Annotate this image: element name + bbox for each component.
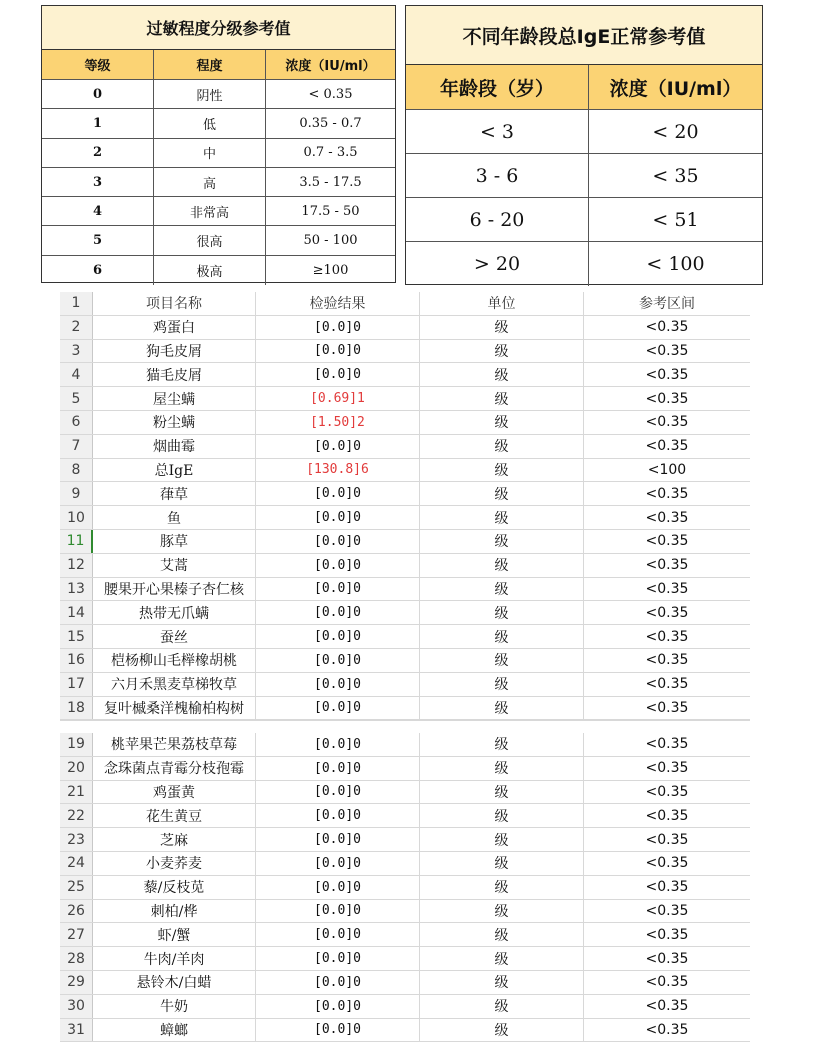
row-number[interactable]: 5 [60,387,93,410]
row-number[interactable]: 23 [60,828,93,851]
table-row [60,316,750,340]
table-row [60,852,750,876]
grade-concentration: < 0.35 [308,86,353,102]
reference-cell[interactable]: <0.35 [645,414,689,431]
table-row [60,876,750,900]
unit-cell[interactable]: 级 [420,828,584,851]
table-row [60,804,750,828]
item-name-cell[interactable]: 虾/蟹 [93,923,256,946]
item-name-cell[interactable]: 鸡蛋白 [93,316,256,339]
unit-cell[interactable]: 级 [420,697,584,720]
result-cell[interactable]: [1.50]2 [256,411,420,434]
reference-cell[interactable]: <0.35 [645,438,689,455]
table-row [60,923,750,947]
result-cell[interactable]: [0.0]0 [256,316,420,339]
table-row [60,363,750,387]
grade-concentration: 0.35 - 0.7 [299,115,362,131]
result-cell[interactable]: [0.0]0 [256,1019,420,1042]
unit-cell[interactable]: 级 [420,506,584,529]
unit-cell[interactable]: 级 [420,482,584,505]
reference-cell[interactable]: <0.35 [645,736,689,753]
table-row [60,697,750,721]
result-cell[interactable]: [0.0]0 [256,876,420,899]
result-cell[interactable]: [0.0]0 [256,625,420,648]
page-break-gap [60,720,750,733]
row-number[interactable]: 20 [60,757,93,780]
grade-level: 1 [42,109,154,137]
ige-table-title: 不同年龄段总IgE正常参考值 [406,6,762,65]
reference-cell[interactable]: <0.35 [645,950,689,967]
reference-cell[interactable]: <0.35 [645,831,689,848]
reference-cell[interactable]: <0.35 [645,557,689,574]
reference-cell[interactable]: <0.35 [645,926,689,943]
item-name-cell[interactable]: 念珠菌点青霉分枝孢霉 [93,757,256,780]
row-number[interactable]: 24 [60,852,93,875]
row-number[interactable]: 7 [60,435,93,458]
result-cell[interactable]: [0.0]0 [256,363,420,386]
grade-level: 2 [42,139,154,167]
result-cell[interactable]: [0.0]0 [256,697,420,720]
reference-cell[interactable]: <0.35 [645,699,689,716]
row-number[interactable]: 19 [60,733,93,756]
item-name-cell[interactable]: 艾蒿 [93,554,256,577]
unit-cell[interactable]: 级 [420,411,584,434]
ige-concentration: < 100 [646,253,705,275]
grade-table-row [42,109,395,138]
item-name-cell[interactable]: 桃苹果芒果荔枝草莓 [93,733,256,756]
grade-concentration: 50 - 100 [303,233,358,249]
result-cell[interactable]: [0.0]0 [256,435,420,458]
item-name-cell[interactable]: 蟑螂 [93,1019,256,1042]
grade-header-degree: 程度 [154,50,266,79]
item-name-cell[interactable]: 狗毛皮屑 [93,340,256,363]
ige-header-age: 年龄段（岁） [406,65,589,109]
ige-age-range: 6 - 20 [406,198,589,241]
table-row [60,900,750,924]
unit-cell[interactable]: 级 [420,459,584,482]
ige-age-range: < 3 [406,110,589,153]
reference-cell[interactable]: <0.35 [645,366,689,383]
unit-cell[interactable]: 级 [420,673,584,696]
unit-cell[interactable]: 级 [420,971,584,994]
unit-cell[interactable]: 级 [420,649,584,672]
table-row [60,601,750,625]
item-name-cell[interactable]: 六月禾黑麦草梯牧草 [93,673,256,696]
ige-table-row [406,198,762,242]
result-cell[interactable]: [0.0]0 [256,649,420,672]
reference-cell[interactable]: <0.35 [645,902,689,919]
item-name-cell[interactable]: 豚草 [93,530,256,553]
row-number[interactable]: 11 [60,530,93,553]
unit-cell[interactable]: 级 [420,530,584,553]
item-name-cell[interactable]: 屋尘螨 [93,387,256,410]
table-row [60,757,750,781]
result-cell[interactable]: [0.0]0 [256,971,420,994]
table-row [60,971,750,995]
header-item-name[interactable]: 项目名称 [93,292,256,315]
reference-cell[interactable]: <0.35 [645,760,689,777]
results-sheet-top [60,292,750,720]
unit-cell[interactable]: 级 [420,554,584,577]
row-number[interactable]: 16 [60,649,93,672]
result-cell[interactable]: [0.0]0 [256,995,420,1018]
row-number[interactable]: 10 [60,506,93,529]
table-row [60,387,750,411]
item-name-cell[interactable]: 鸡蛋黄 [93,781,256,804]
grade-level: 3 [42,168,154,196]
ige-table-header [406,65,762,110]
item-name-cell[interactable]: 小麦荞麦 [93,852,256,875]
sheet-header-row [60,292,750,316]
row-number[interactable]: 1 [60,292,93,315]
unit-cell[interactable]: 级 [420,876,584,899]
grade-degree: 阴性 [154,80,266,108]
row-number[interactable]: 30 [60,995,93,1018]
header-result[interactable]: 检验结果 [256,292,420,315]
reference-cell[interactable]: <0.35 [645,390,689,407]
item-name-cell[interactable]: 桤杨柳山毛榉橡胡桃 [93,649,256,672]
reference-cell[interactable]: <0.35 [645,533,689,550]
table-row [60,530,750,554]
reference-cell[interactable]: <0.35 [645,319,689,336]
item-name-cell[interactable]: 牛肉/羊肉 [93,947,256,970]
ige-age-range: > 20 [406,242,589,286]
row-number[interactable]: 18 [60,697,93,720]
ige-concentration: < 20 [652,120,699,143]
unit-cell[interactable]: 级 [420,781,584,804]
item-name-cell[interactable]: 复叶槭桑洋槐榆柏构树 [93,697,256,720]
result-cell[interactable]: [0.0]0 [256,340,420,363]
grade-concentration: 3.5 - 17.5 [299,174,362,190]
unit-cell[interactable]: 级 [420,435,584,458]
grade-table-header [42,50,395,80]
allergy-grade-table [41,5,396,283]
result-cell[interactable]: [0.0]0 [256,828,420,851]
result-cell[interactable]: [0.0]0 [256,530,420,553]
row-number[interactable]: 3 [60,340,93,363]
grade-table-row [42,256,395,285]
reference-cell[interactable]: <0.35 [645,998,689,1015]
grade-concentration: 17.5 - 50 [301,203,360,219]
item-name-cell[interactable]: 粉尘螨 [93,411,256,434]
item-name-cell[interactable]: 热带无爪螨 [93,601,256,624]
unit-cell[interactable]: 级 [420,995,584,1018]
row-number[interactable]: 22 [60,804,93,827]
grade-degree: 高 [154,168,266,196]
header-reference[interactable]: 参考区间 [639,296,695,313]
result-cell[interactable]: [0.0]0 [256,781,420,804]
reference-cell[interactable]: <0.35 [645,628,689,645]
ige-table-row [406,154,762,198]
item-name-cell[interactable]: 藜/反枝苋 [93,876,256,899]
row-number[interactable]: 12 [60,554,93,577]
unit-cell[interactable]: 级 [420,923,584,946]
table-row [60,340,750,364]
table-row [60,506,750,530]
result-cell[interactable]: [0.0]0 [256,554,420,577]
row-number[interactable]: 27 [60,923,93,946]
unit-cell[interactable]: 级 [420,852,584,875]
table-row [60,1019,750,1043]
unit-cell[interactable]: 级 [420,578,584,601]
row-number[interactable]: 25 [60,876,93,899]
reference-cell[interactable]: <0.35 [645,509,689,526]
row-number[interactable]: 28 [60,947,93,970]
reference-cell[interactable]: <0.35 [645,855,689,872]
row-number[interactable]: 8 [60,459,93,482]
grade-header-level: 等级 [42,50,154,79]
table-row [60,781,750,805]
item-name-cell[interactable]: 刺柏/桦 [93,900,256,923]
grade-degree: 很高 [154,226,266,254]
unit-cell[interactable]: 级 [420,900,584,923]
grade-degree: 中 [154,139,266,167]
result-cell[interactable]: [0.0]0 [256,923,420,946]
ige-table-row [406,242,762,286]
grade-table-row [42,226,395,255]
table-row [60,459,750,483]
grade-level: 6 [42,256,154,285]
unit-cell[interactable]: 级 [420,363,584,386]
grade-table-row [42,80,395,109]
result-cell[interactable]: [0.0]0 [256,733,420,756]
table-row [60,828,750,852]
row-number[interactable]: 2 [60,316,93,339]
item-name-cell[interactable]: 芝麻 [93,828,256,851]
row-number[interactable]: 26 [60,900,93,923]
item-name-cell[interactable]: 烟曲霉 [93,435,256,458]
unit-cell[interactable]: 级 [420,387,584,410]
result-cell[interactable]: [0.0]0 [256,673,420,696]
item-name-cell[interactable]: 腰果开心果榛子杏仁核 [93,578,256,601]
result-cell[interactable]: [130.8]6 [256,459,420,482]
result-cell[interactable]: [0.0]0 [256,947,420,970]
ige-header-concentration: 浓度（IU/ml） [609,77,742,100]
grade-level: 4 [42,197,154,225]
unit-cell[interactable]: 级 [420,1019,584,1042]
reference-cell[interactable]: <0.35 [645,652,689,669]
unit-cell[interactable]: 级 [420,601,584,624]
grade-header-concentration: 浓度（IU/ml） [285,59,376,74]
reference-cell[interactable]: <0.35 [645,879,689,896]
table-row [60,947,750,971]
ige-concentration: < 35 [652,164,699,187]
unit-cell[interactable]: 级 [420,804,584,827]
result-cell[interactable]: [0.0]0 [256,506,420,529]
ige-concentration: < 51 [652,208,699,231]
grade-table-row [42,139,395,168]
table-row [60,625,750,649]
table-row [60,995,750,1019]
item-name-cell[interactable]: 鱼 [93,506,256,529]
item-name-cell[interactable]: 蚕丝 [93,625,256,648]
result-cell[interactable]: [0.0]0 [256,601,420,624]
row-number[interactable]: 31 [60,1019,93,1042]
result-cell[interactable]: [0.0]0 [256,482,420,505]
row-number[interactable]: 13 [60,578,93,601]
item-name-cell[interactable]: 悬铃木/白蜡 [93,971,256,994]
row-number[interactable]: 4 [60,363,93,386]
grade-degree: 极高 [154,256,266,285]
grade-level: 5 [42,226,154,254]
unit-cell[interactable]: 级 [420,340,584,363]
table-row [60,411,750,435]
reference-cell[interactable]: <0.35 [645,342,689,359]
grade-table-row [42,168,395,197]
item-name-cell[interactable]: 猫毛皮屑 [93,363,256,386]
reference-cell[interactable]: <0.35 [645,974,689,991]
grade-concentration: 0.7 - 3.5 [303,145,358,161]
grade-table-title: 过敏程度分级参考值 [42,6,395,50]
table-row [60,578,750,602]
unit-cell[interactable]: 级 [420,947,584,970]
table-row [60,435,750,459]
ige-table-row [406,110,762,154]
reference-cell[interactable]: <100 [647,461,687,478]
table-row [60,673,750,697]
result-cell[interactable]: [0.0]0 [256,578,420,601]
item-name-cell[interactable]: 花生黄豆 [93,804,256,827]
grade-degree: 非常高 [154,197,266,225]
reference-cell[interactable]: <0.35 [645,604,689,621]
reference-cell[interactable]: <0.35 [645,1021,689,1038]
row-number[interactable]: 9 [60,482,93,505]
results-sheet-bottom [60,733,750,1042]
ige-age-range: 3 - 6 [406,154,589,197]
grade-level: 0 [42,80,154,108]
row-number[interactable]: 21 [60,781,93,804]
result-cell[interactable]: [0.69]1 [256,387,420,410]
reference-cell[interactable]: <0.35 [645,676,689,693]
unit-cell[interactable]: 级 [420,757,584,780]
table-row [60,554,750,578]
grade-degree: 低 [154,109,266,137]
unit-cell[interactable]: 级 [420,316,584,339]
unit-cell[interactable]: 级 [420,733,584,756]
reference-cell[interactable]: <0.35 [645,807,689,824]
item-name-cell[interactable]: 牛奶 [93,995,256,1018]
result-cell[interactable]: [0.0]0 [256,900,420,923]
table-row [60,649,750,673]
row-number[interactable]: 14 [60,601,93,624]
row-number[interactable]: 6 [60,411,93,434]
result-cell[interactable]: [0.0]0 [256,852,420,875]
row-number[interactable]: 17 [60,673,93,696]
reference-cell[interactable]: <0.35 [645,783,689,800]
header-unit[interactable]: 单位 [420,292,584,315]
row-number[interactable]: 29 [60,971,93,994]
table-row [60,733,750,757]
grade-table-row [42,197,395,226]
reference-cell[interactable]: <0.35 [645,580,689,597]
row-number[interactable]: 15 [60,625,93,648]
grade-concentration: ≥100 [312,262,349,278]
table-row [60,482,750,506]
result-cell[interactable]: [0.0]0 [256,804,420,827]
reference-cell[interactable]: <0.35 [645,485,689,502]
item-name-cell[interactable]: 总IgE [93,459,256,482]
item-name-cell[interactable]: 葎草 [93,482,256,505]
ige-reference-table [405,5,763,285]
result-cell[interactable]: [0.0]0 [256,757,420,780]
unit-cell[interactable]: 级 [420,625,584,648]
